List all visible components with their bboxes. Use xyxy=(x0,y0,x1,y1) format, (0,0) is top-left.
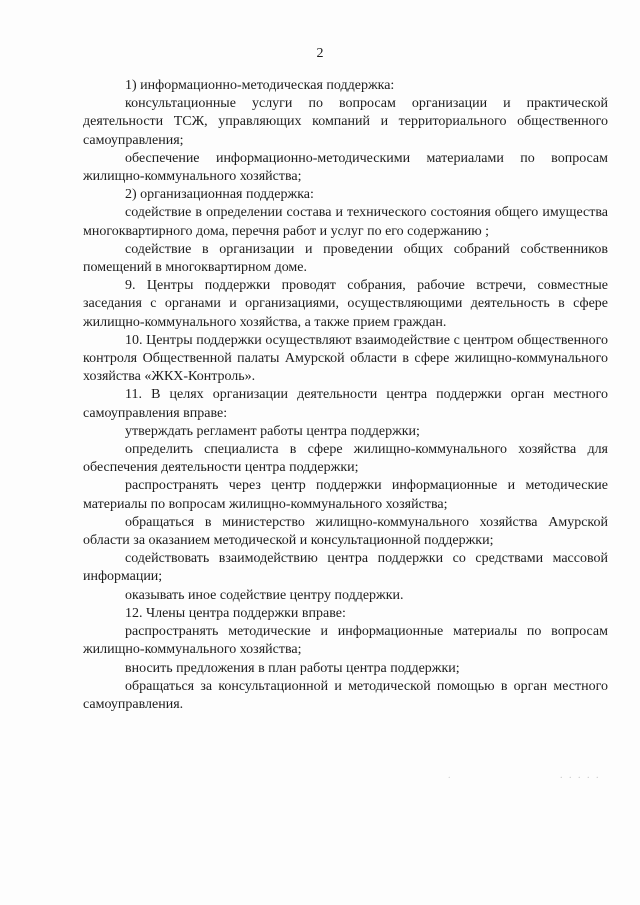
document-body xyxy=(83,77,608,714)
paragraph-consulting-services: консультационные услуги по вопросам организации и практической деятельности ТСЖ, управляющих компаний и территориального общественного самоуправления; xyxy=(83,96,608,148)
paragraph-members-distribute: распространять методические и информационные материалы по вопросам жилищно-коммунального хозяйства; xyxy=(83,624,608,658)
paragraph-other-assistance: оказывать иное содействие центру поддержки. xyxy=(125,587,404,603)
paragraph-members-apply: обращаться за консультационной и методической помощью в орган местного самоуправления. xyxy=(83,678,608,712)
paragraph-apply-ministry: обращаться в министерство жилищно-коммунального хозяйства Амурской области за оказанием методической и консультационной поддержки; xyxy=(83,514,608,549)
paragraph-approve-regulation: утверждать регламент работы центра поддержки; xyxy=(125,423,420,439)
page-number: 2 xyxy=(316,46,324,61)
paragraph-info-support-heading: 1) информационно-методическая поддержка: xyxy=(125,78,395,93)
paragraph-item-11: 11. В целях организации деятельности центра поддержки орган местного самоуправления вправе: xyxy=(83,387,608,421)
paragraph-owners-meetings: содействие в организации и проведении общих собраний собственников помещений в многоквартирном доме. xyxy=(83,241,608,276)
paragraph-item-10: 10. Центры поддержки осуществляют взаимодействие с центром общественного контроля Общественной палаты Амурской области в сфере жилищно-коммунального хозяйства «ЖКХ-Контроль». xyxy=(83,332,608,385)
paragraph-members-proposals: вносить предложения в план работы центра поддержки; xyxy=(125,660,460,676)
paragraph-org-support-heading: 2) организационная поддержка: xyxy=(125,187,314,203)
paragraph-common-property: содействие в определении состава и технического состояния общего имущества многоквартирного дома, перечня работ и услуг по его содержанию ; xyxy=(83,205,608,239)
scan-artifact: . xyxy=(448,770,451,781)
paragraph-distribute-materials: распространять через центр поддержки информационные и методические материалы по вопросам жилищно-коммунального хозяйства; xyxy=(83,478,608,512)
paragraph-media-interaction: содействовать взаимодействию центра поддержки со средствами массовой информации; xyxy=(83,551,608,585)
scan-artifact: . . . . . xyxy=(560,770,601,781)
paragraph-item-12: 12. Члены центра поддержки вправе: xyxy=(125,605,346,621)
paragraph-appoint-specialist: определить специалиста в сфере жилищно-коммунального хозяйства для обеспечения деятельности центра поддержки; xyxy=(83,442,608,476)
paragraph-item-9: 9. Центры поддержки проводят собрания, рабочие встречи, совместные заседания с органами и организациями, осуществляющими деятельность в сфере жилищно-коммунального хозяйства, а также прием граждан. xyxy=(83,278,608,330)
paragraph-methodical-materials: обеспечение информационно-методическими материалами по вопросам жилищно-коммунального хозяйства; xyxy=(83,150,608,185)
